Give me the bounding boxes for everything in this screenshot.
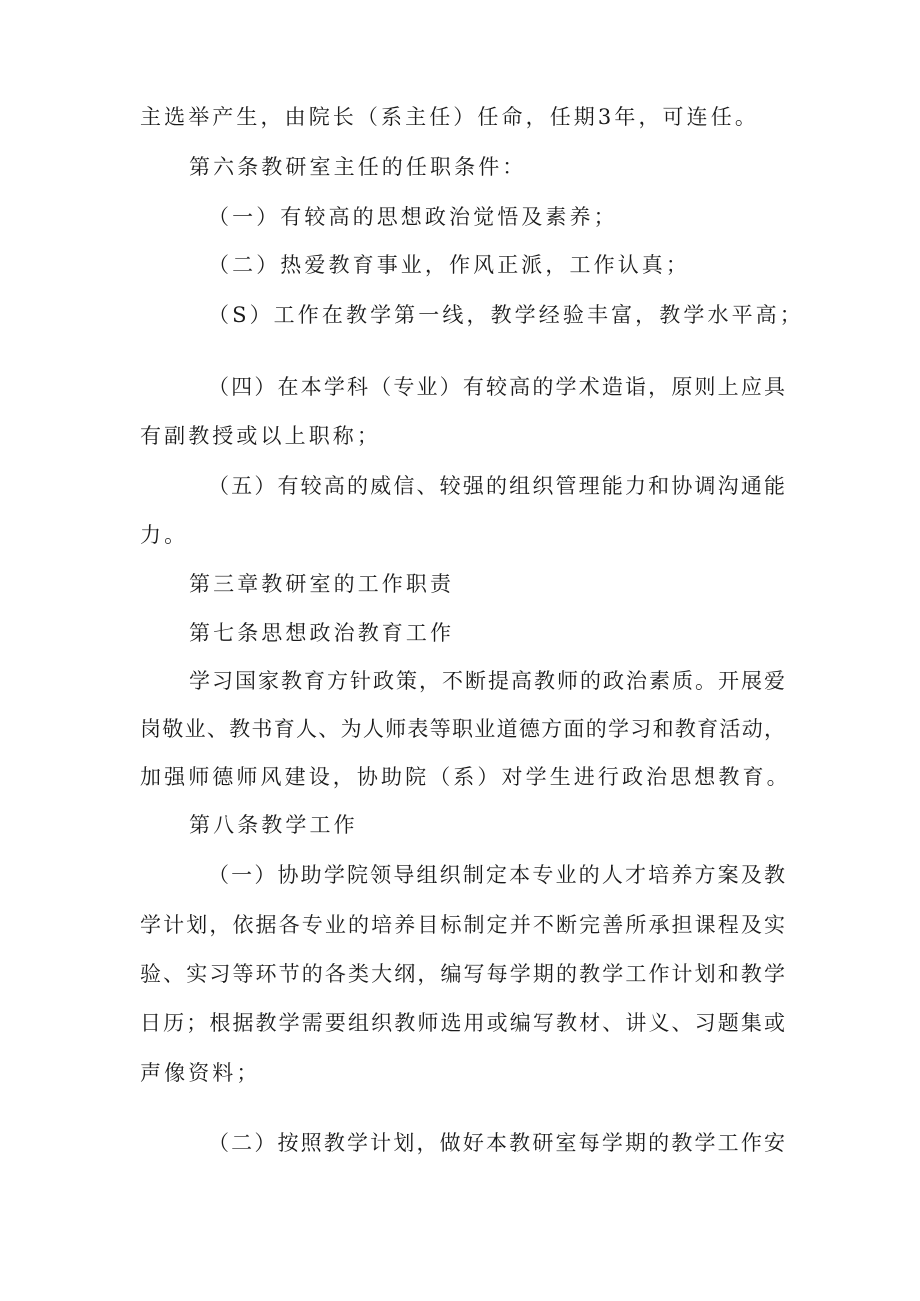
condition-5-line-1: （五）有较高的威信、较强的组织管理能力和协调沟通能	[208, 474, 785, 498]
article-7-line-2: 岗敬业、教书育人、为人师表等职业道德方面的学习和教育活动，	[140, 717, 785, 741]
condition-1: （一）有较高的思想政治觉悟及素养；	[208, 205, 618, 229]
condition-5-line-2: 力。	[140, 523, 189, 547]
article-7-line-3: 加强师德师风建设，协助院（系）对学生进行政治思想教育。	[140, 765, 791, 789]
teaching-item-2-line-1: （二）按照教学计划，做好本教研室每学期的教学工作安	[208, 1131, 785, 1155]
text-line-1: 主选举产生，由院长（系主任）任命，任期3年，可连任。	[140, 105, 759, 129]
chapter-3-heading: 第三章教研室的工作职责	[189, 572, 455, 596]
teaching-item-1-line-3: 验、实习等环节的各类大纲，编写每学期的教学工作计划和教学	[140, 962, 785, 986]
article-7-heading: 第七条思想政治教育工作	[189, 621, 455, 645]
condition-4-line-2: 有副教授或以上职称；	[140, 424, 381, 448]
condition-3: （S）工作在教学第一线，教学经验丰富，教学水平高；	[208, 303, 804, 327]
teaching-item-1-line-4: 日历；根据教学需要组织教师选用或编写教材、讲义、习题集或	[140, 1011, 785, 1035]
teaching-item-1-line-2: 学计划，依据各专业的培养目标制定并不断完善所承担课程及实	[140, 913, 785, 937]
article-6-heading: 第六条教研室主任的任职条件：	[189, 155, 527, 179]
article-8-heading: 第八条教学工作	[189, 813, 358, 837]
article-7-line-1: 学习国家教育方针政策，不断提高教师的政治素质。开展爱	[189, 669, 785, 693]
teaching-item-1-line-5: 声像资料；	[140, 1061, 261, 1085]
condition-4-line-1: （四）在本学科（专业）有较高的学术造诣，原则上应具	[208, 375, 785, 399]
teaching-item-1-line-1: （一）协助学院领导组织制定本专业的人才培养方案及教	[208, 863, 785, 887]
condition-2: （二）热爱教育事业，作风正派，工作认真；	[208, 253, 690, 277]
